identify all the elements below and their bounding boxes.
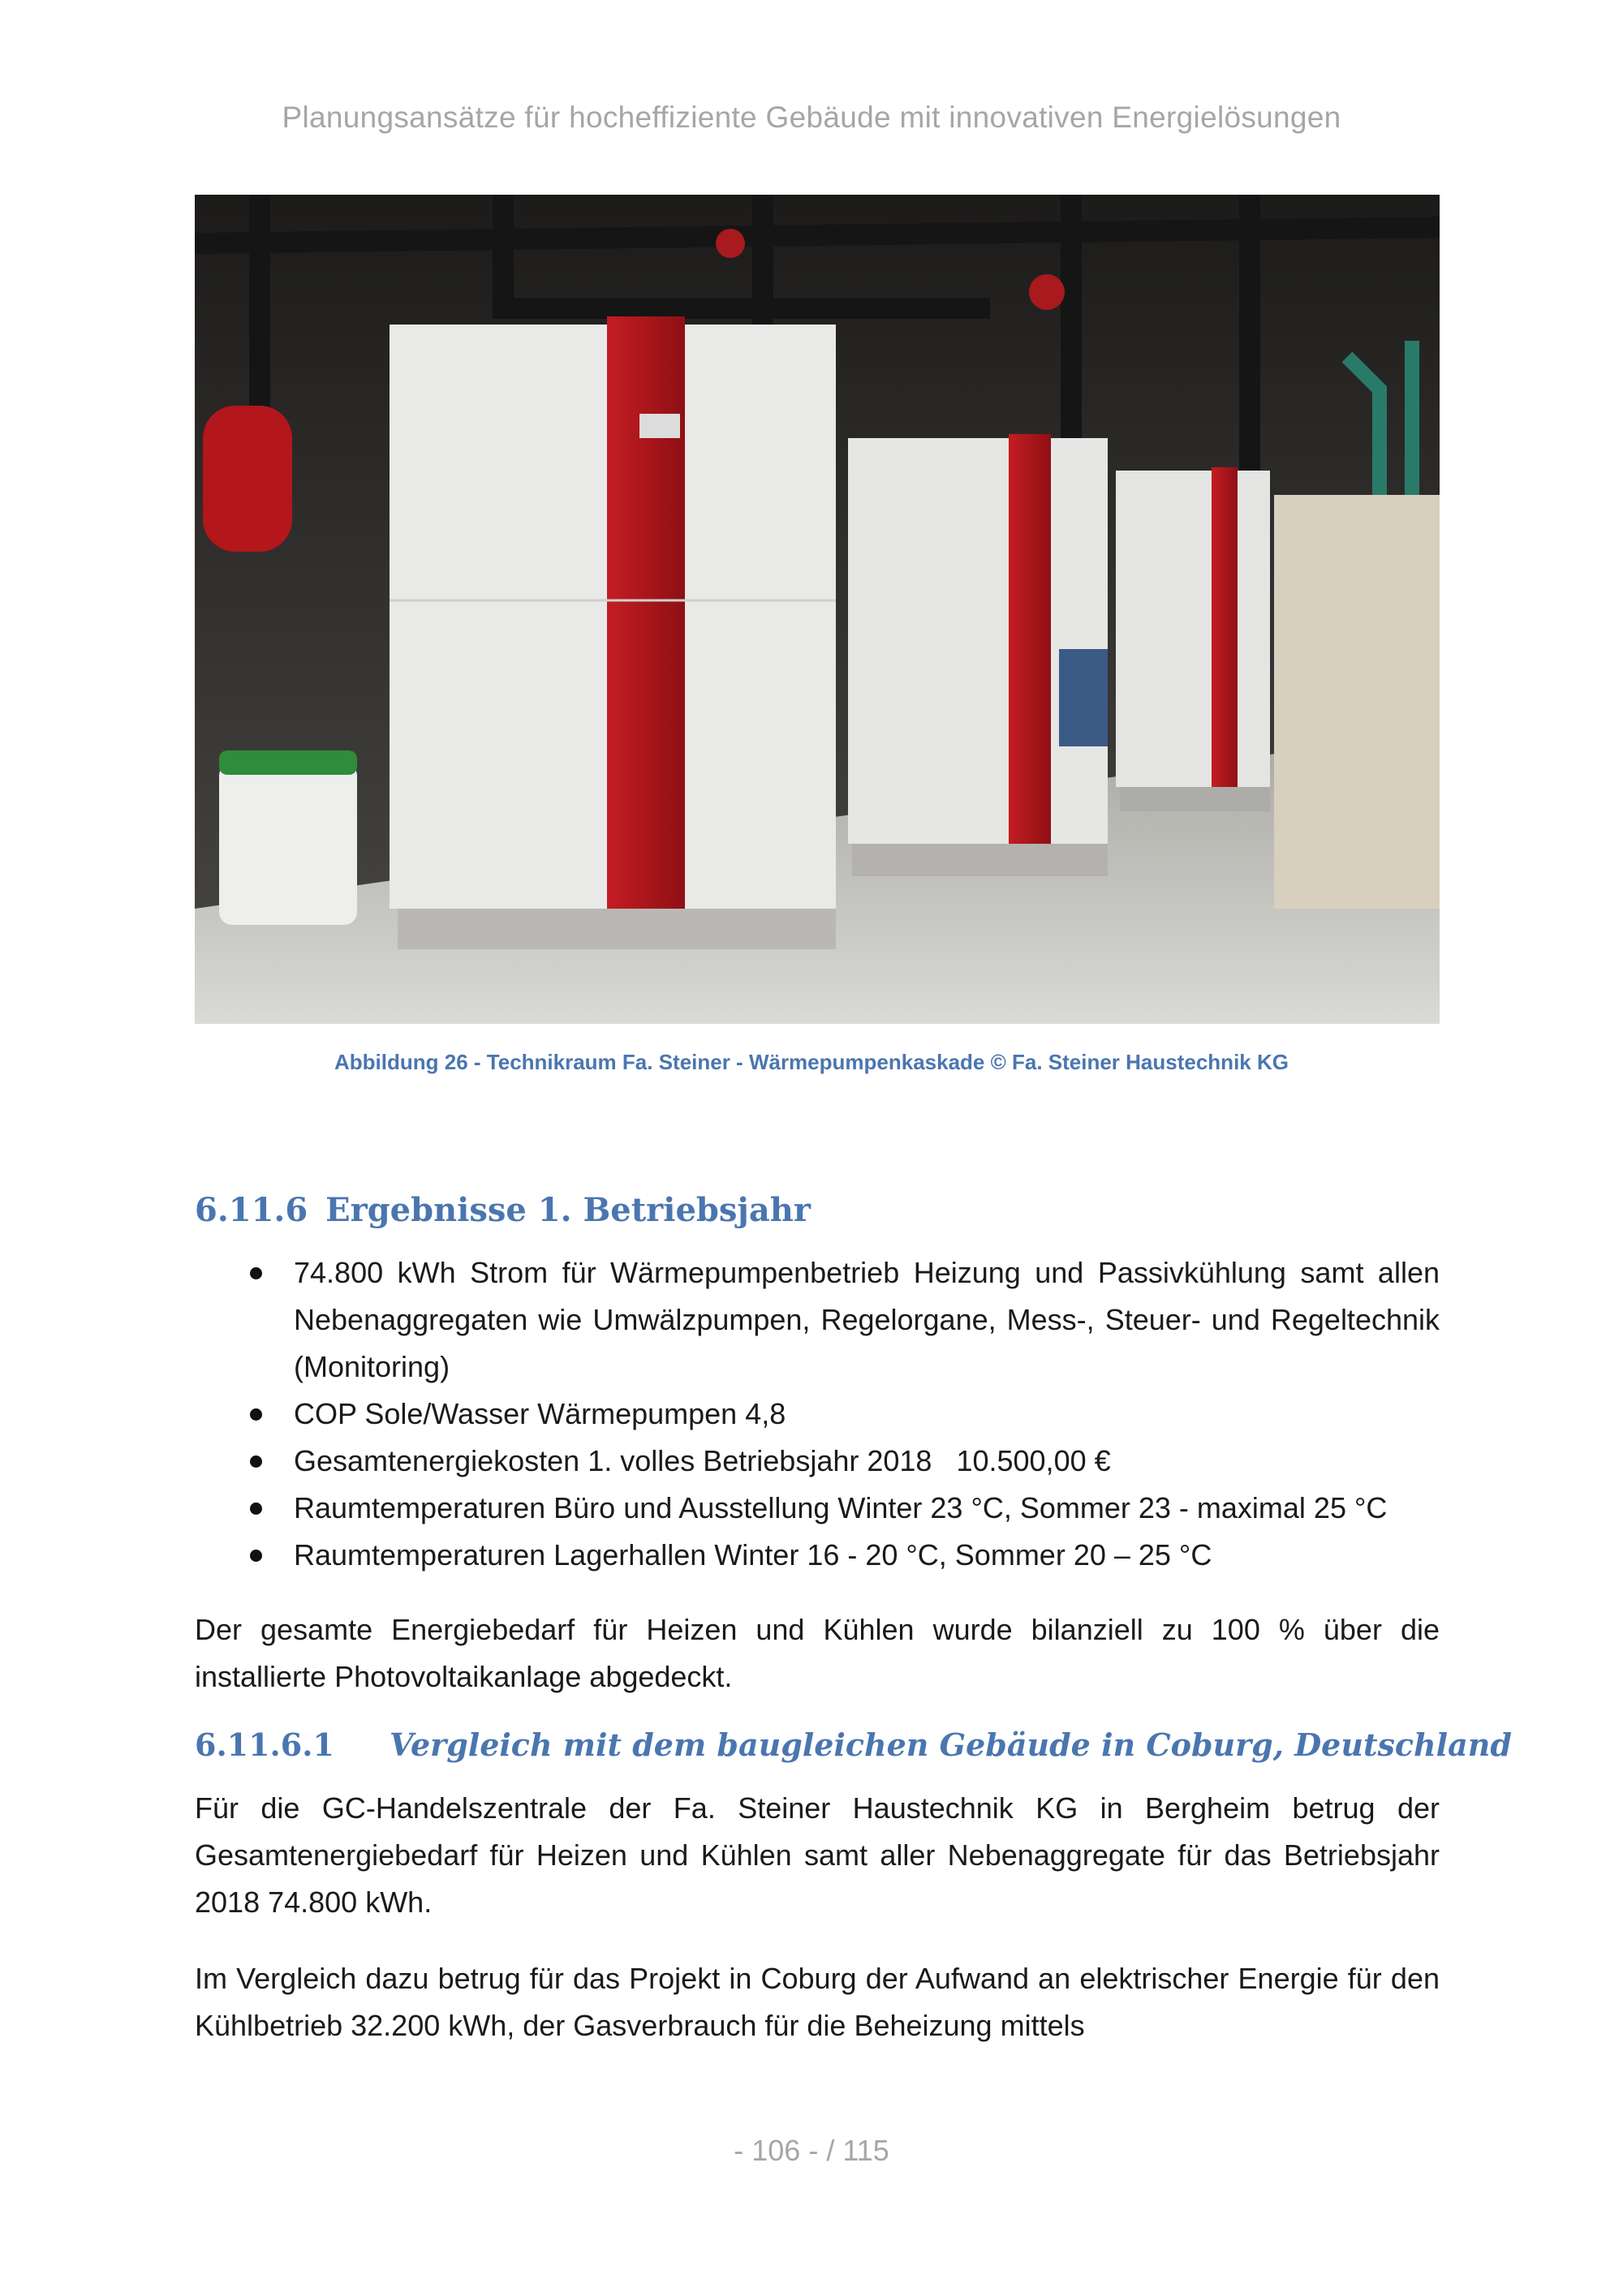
bullet-text: Raumtemperaturen Büro und Ausstellung Winter 23 °C, Sommer 23 - maximal 25 °C [294,1491,1388,1524]
subsection-heading [195,1726,1512,1763]
subsection-number: 6.11.6.1 [195,1726,334,1763]
bullet-item [195,1438,1440,1485]
energy-balance-paragraph: Der gesamte Energiebedarf für Heizen und Kühlen wurde bilanziell zu 100 % über die installierte Photovoltaikanlage abgedeckt. [195,1613,1440,1693]
page-number: - 106 - / 115 [734,2134,889,2167]
results-bullet-list [195,1249,1440,1579]
bullet-icon [250,1503,262,1515]
figure-caption: Abbildung 26 - Technikraum Fa. Steiner - Wärmepumpenkaskade © Fa. Steiner Haustechnik KG [334,1050,1289,1074]
bullet-item [195,1532,1440,1579]
bullet-text: COP Sole/Wasser Wärmepumpen 4,8 [294,1397,786,1430]
heat-pump-room-illustration [195,195,1440,1024]
bullet-text: 74.800 kWh Strom für Wärmepumpenbetrieb Heizung und Passivkühlung samt allen Nebenaggregaten wie Umwälzpumpen, Regelorgane, Mess-, Steuer- und Regeltechnik (Monitoring) [294,1256,1440,1383]
bergheim-paragraph: Für die GC-Handelszentrale der Fa. Steiner Haustechnik KG in Bergheim betrug der Gesamtenergiebedarf für Heizen und Kühlen samt aller Nebenaggregate für das Betriebsjahr 2018 74.800 kWh. [195,1791,1440,1919]
bullet-icon [250,1550,262,1562]
section-title: Ergebnisse 1. Betriebsjahr [325,1191,811,1229]
running-header: Planungsansätze für hocheffiziente Gebäude mit innovativen Energielösungen [282,101,1341,134]
bullet-icon [250,1267,262,1279]
subsection-title: Vergleich mit dem baugleichen Gebäude in Coburg, Deutschland [390,1726,1512,1763]
bullet-text: Raumtemperaturen Lagerhallen Winter 16 - 20 °C, Sommer 20 – 25 °C [294,1538,1212,1572]
bullet-item [195,1249,1440,1391]
bullet-item [195,1485,1440,1532]
coburg-paragraph: Im Vergleich dazu betrug für das Projekt in Coburg der Aufwand an elektrischer Energie für den Kühlbetrieb 32.200 kWh, der Gasverbrauch für die Beheizung mittels [195,1962,1440,2042]
bullet-text: Gesamtenergiekosten 1. volles Betriebsjahr 2018 10.500,00 € [294,1444,1111,1477]
bullet-icon [250,1408,262,1421]
heat-pump-room-photo [195,195,1440,1024]
section-heading [195,1191,811,1229]
section-number: 6.11.6 [195,1191,308,1229]
bullet-item [195,1391,1440,1438]
bullet-icon [250,1455,262,1468]
